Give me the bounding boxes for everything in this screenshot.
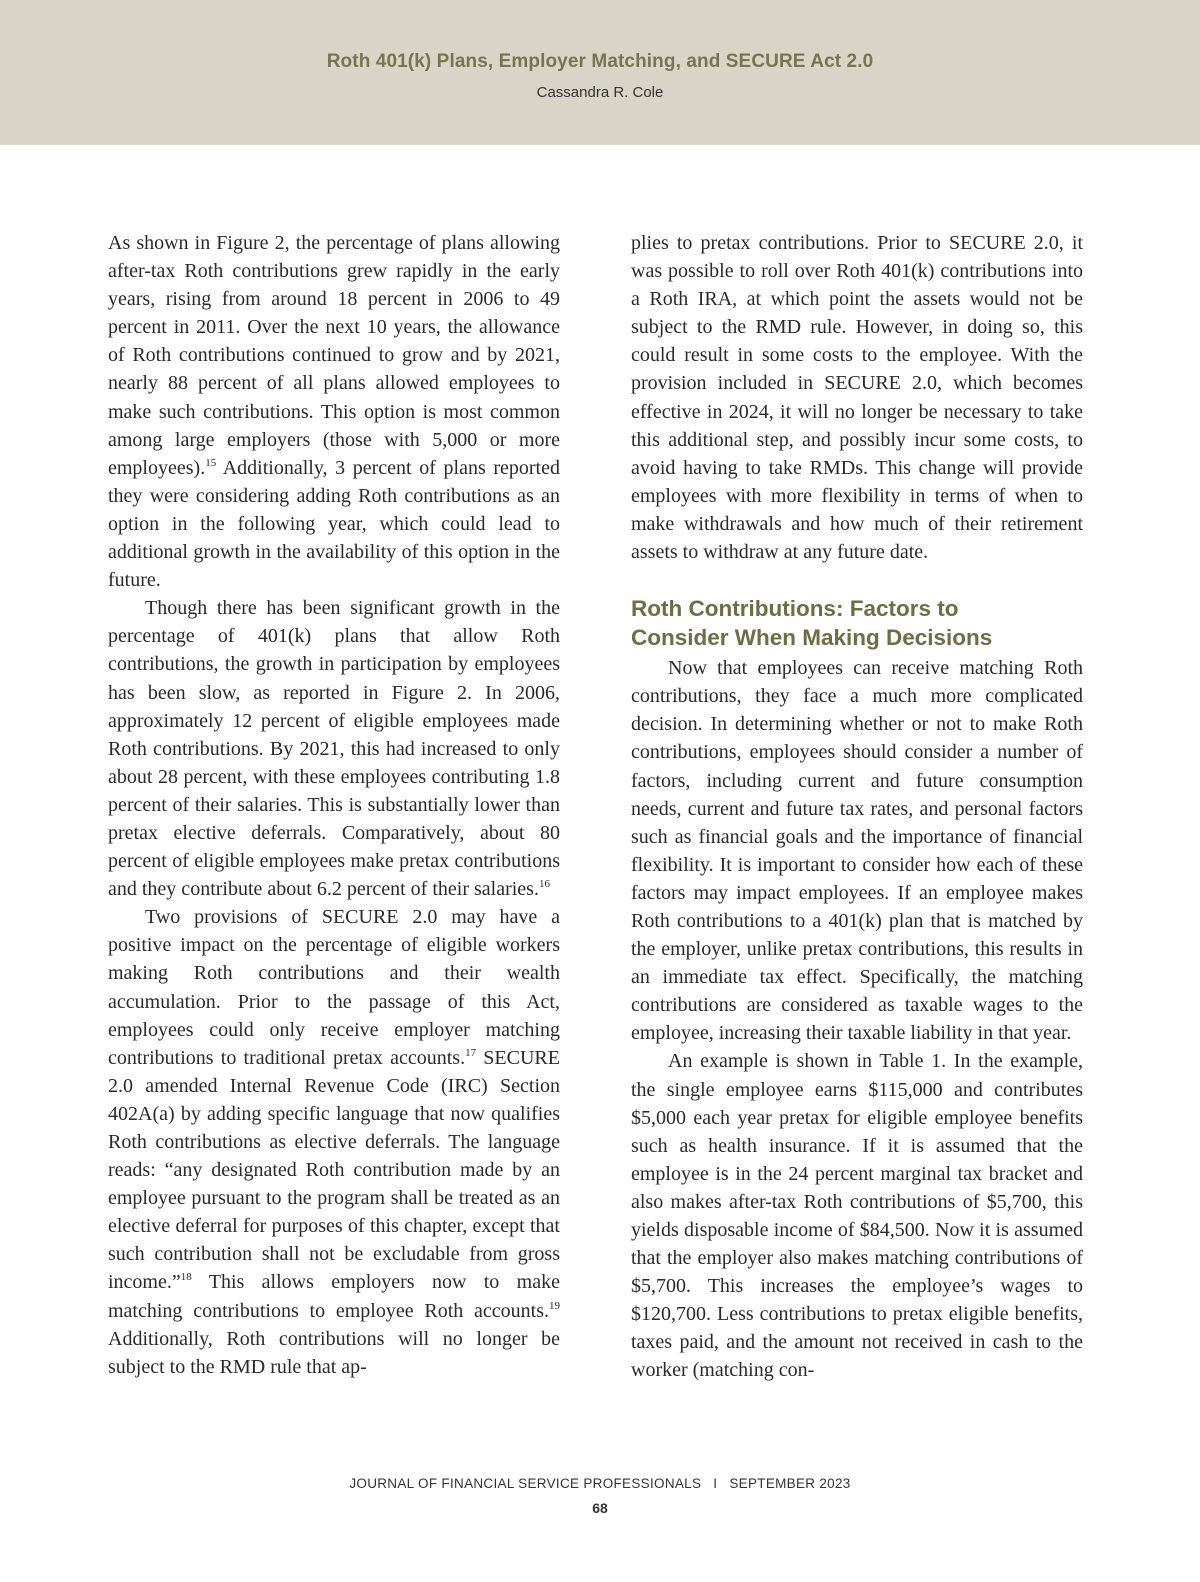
footnote-ref[interactable]: 18	[180, 1271, 192, 1284]
left-column	[108, 229, 560, 1381]
footnote-ref[interactable]: 16	[538, 878, 550, 891]
body-paragraph: Though there has been significant growth in the percentage of 401(k) plans that allow Roth contributions, the growth in participation by employees has been slow, as reported in Figure 2. In 2006, approximately 12 percent of eligible employees made Roth contributions. By 2021, this had increased to only about 28 percent, with these employees contributing 1.8 percent of their salaries. This is substantially lower than pretax elective deferrals. Comparatively, about 80 percent of eligible employees make pretax contributions and they contribute about 6.2 percent of their salaries.$^{16}$	[108, 597, 560, 901]
journal-name: JOURNAL OF FINANCIAL SERVICE PROFESSIONALS	[349, 1476, 702, 1491]
footnote-ref[interactable]: 19	[549, 1299, 560, 1312]
article-title: Roth 401(k) Plans, Employer Matching, and SECURE Act 2.0	[326, 51, 874, 72]
body-paragraph: Two provisions of SECURE 2.0 may have a positive impact on the percentage of eligible workers making Roth contributions and their wealth accumulation. Prior to the passage of this Act, employees could only receive employer matching contributions to traditional pretax accounts.$^{17}$ SECURE 2.0 amended Internal Revenue Code (IRC) Section 402A(a) by adding specific language that now qualifies Roth contributions as elective deferrals. The language reads: “any designated Roth contribution made by an employee pursuant to the program shall be treated as an elective deferral for purposes of this chapter, except that such contribution shall not be excludable from gross income.”$^{18}$ This allows employers now to make matching contributions to employee Roth accounts.$^{19}$ Additionally, Roth contributions will no longer be subject to the RMD rule that ap-	[108, 906, 560, 1378]
body-paragraph: As shown in Figure 2, the percentage of plans allowing after-tax Roth contributions grew rapidly in the early years, rising from around 18 percent in 2006 to 49 percent in 2011. Over the next 10 years, the allowance of Roth contributions continued to grow and by 2021, nearly 88 percent of all plans allowed employees to make such contributions. This option is most common among large employers (those with 5,000 or more employees).$^{15}$ Additionally, 3 percent of plans reported they were considering adding Roth contributions as an option in the following year, which could lead to additional growth in the availability of this option in the future.	[108, 232, 560, 592]
article-author: Cassandra R. Cole	[536, 84, 664, 101]
issue-date: SEPTEMBER 2023	[729, 1476, 851, 1491]
body-paragraph: plies to pretax contributions. Prior to SECURE 2.0, it was possible to roll over Roth 401(k) contributions into a Roth IRA, at which point the assets would not be subject to the RMD rule. However, in doing so, this could result in some costs to the employee. With the provision included in SECURE 2.0, which becomes effective in 2024, it will no longer be necessary to take this additional step, and possibly incur some costs, to avoid having to take RMDs. This change will provide employees with more flexibility in terms of when to make withdrawals and how much of their retirement assets to withdraw at any future date.	[631, 232, 1083, 564]
footnote-ref[interactable]: 17	[465, 1046, 477, 1059]
body-paragraph: An example is shown in Table 1. In the example, the single employee earns $115,000 and contributes $5,000 each year pretax for eligible employee benefits such as health insurance. If it is assumed that the employee is in the 24 percent marginal tax bracket and also makes after-tax Roth contributions of $5,700, this yields disposable income of $84,500. Now it is assumed that the employer also makes matching contributions of $5,700. This increases the employee’s wages to $120,700. Less contributions to pretax eligible benefits, taxes paid, and the amount not received in cash to the worker (matching con-	[631, 1050, 1083, 1382]
running-header	[0, 0, 1200, 145]
page-number: 68	[592, 1500, 608, 1516]
section-heading: Roth Contributions: Factors to Consider When Making Decisions	[631, 596, 993, 650]
right-column	[631, 229, 1083, 1385]
body-paragraph: Now that employees can receive matching Roth contributions, they face a much more complicated decision. In determining whether or not to make Roth contributions, employees should consider a number of factors, including current and future consumption needs, current and future tax rates, and personal factors such as financial goals and the importance of financial flexibility. It is important to consider how each of these factors may impact employees. If an employee makes Roth contributions to a 401(k) plan that is matched by the employer, unlike pretax contributions, this results in an immediate tax effect. Specifically, the matching contributions are considered as taxable wages to the employee, increasing their taxable liability in that year.	[631, 657, 1083, 1045]
footer-separator: I	[713, 1476, 718, 1491]
footer-journal-line	[0, 1476, 1200, 1491]
footnote-ref[interactable]: 15	[205, 456, 217, 469]
